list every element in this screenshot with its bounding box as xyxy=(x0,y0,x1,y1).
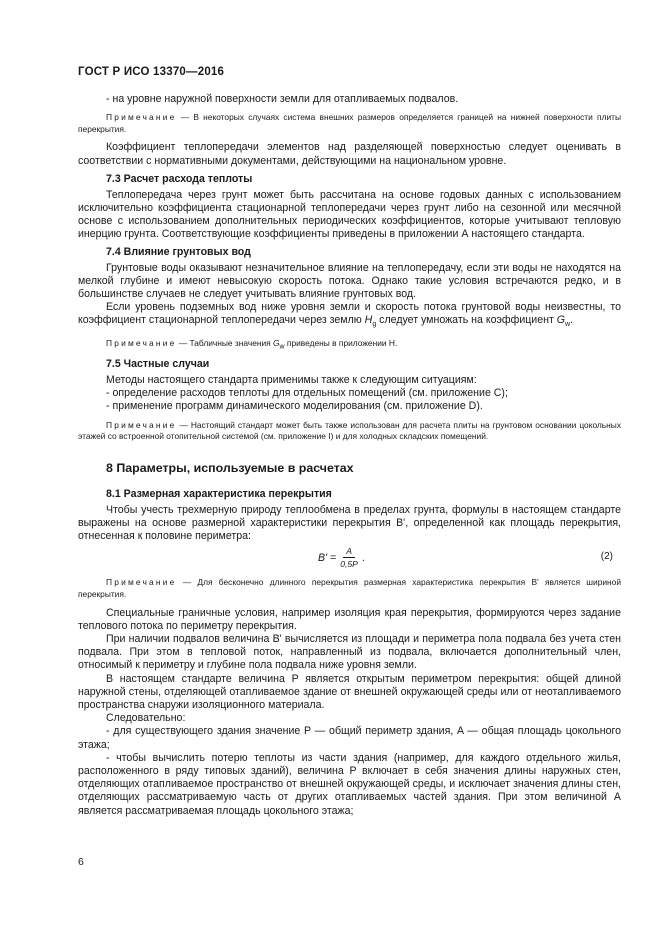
text-run: . xyxy=(570,314,574,327)
note-text: приведены в приложении Н. xyxy=(284,337,398,348)
heading-section-8: 8 Параметры, используемые в расчетах xyxy=(106,460,354,475)
note-label: Примечание xyxy=(106,577,177,588)
note-text: — В некоторых случаях система внешних размеров определяется границей на нижней поверхности плиты перекрытия. xyxy=(78,112,621,134)
page-number: 6 xyxy=(78,856,84,868)
note-label: Примечание xyxy=(106,112,177,123)
heading-8-1: 8.1 Размерная характеристика перекрытия xyxy=(106,487,332,500)
paragraph-basement-level: - на уровне наружной поверхности земли для отапливаемых подвалов. xyxy=(106,93,459,105)
formula-period: . xyxy=(361,551,365,564)
subscript-w: w xyxy=(279,343,285,351)
paragraph-heat-transfer-coefficient: Коэффициент теплопередачи элементов над разделяющей поверхностью следует оценивать в соответствии с нормативными документами, действующими на национальном уровне. xyxy=(78,141,621,167)
formula-lhs: B' = xyxy=(318,551,337,564)
subscript-g: g xyxy=(372,321,377,329)
note-text: — Для бесконечно длинного перекрытия размерная характеристика перекрытия B' является шириной перекрытия. xyxy=(78,577,621,599)
note-label: Примечание xyxy=(106,419,177,430)
note-infinite-floor xyxy=(78,577,621,600)
list-item-dynamic-modeling: - применение программ динамического моделирования (см. приложение D). xyxy=(106,400,483,413)
note-text: — Настоящий стандарт может быть также использован для расчета плиты на грунтовом основании цокольных этажей со встроенной отопительной системой (см. приложение I) и для холодных складских помещений. xyxy=(78,419,622,442)
formula-number: (2) xyxy=(600,551,613,563)
formula-denominator: 0,5P xyxy=(340,559,358,570)
list-item-rooms: - определение расходов теплоты для отдельных помещений (см. приложение С); xyxy=(106,387,508,400)
paragraph-exposed-perimeter: В настоящем стандарте величина P является открытым периметром перекрытия: общей длиной наружной стены, отделяющей отапливаемое здание от внешней окружающей среды или от неотапливаемого пространства снаружи изоляционного материала. xyxy=(78,672,621,712)
note-floor-heating xyxy=(78,420,621,443)
note-label: Примечание xyxy=(106,337,177,348)
heading-7-3: 7.3 Расчет расхода теплоты xyxy=(106,172,253,185)
formula-body xyxy=(318,546,365,569)
text-run: следует умножать на коэффициент xyxy=(376,314,557,327)
list-item-existing-building: - для существующего здания значение P — общий периметр здания, A — общая площадь цокольного этажа; xyxy=(78,725,621,751)
list-item-building-part: - чтобы вычислить потерю теплоты из части здания (например, для каждого отдельного жилья, расположенного в ряду типовых зданий), величина P включает в себя значения длины наружных стен, отделяющих отапливаемое пространство от внешней окружающей среды, и исключает значения длины стен, отделяющих рассматриваемую часть от других отапливаемых частей здания. При этом величиной A является рассматриваемая площадь цокольного этажа; xyxy=(78,751,621,817)
paragraph-basements: При наличии подвалов величина B' вычисляется из площади и периметра пола подвала без учета стен подвала. При этом в тепловой поток, направленный из подвала, включается дополнительный член, относимый к периметру и глубине пола подвала ниже уровня земли. xyxy=(78,633,621,672)
formula-fraction xyxy=(340,546,358,569)
note-dimension-system xyxy=(78,112,621,135)
symbol-h: H xyxy=(364,314,373,327)
paragraph-special-cases: Методы настоящего стандарта применимы также к следующим ситуациям: xyxy=(106,374,477,386)
paragraph-groundwater-influence: Грунтовые воды оказывают незначительное влияние на теплопередачу, если эти воды не находятся на мелкой глубине и имеют невысокую скорость потока. Однако такие условия встречаются редко, и в большинстве случаев не следует учитывать влияние грунтовых вод. xyxy=(78,261,621,301)
paragraph-boundary-conditions: Специальные граничные условия, например изоляция края перекрытия, формируются через задание теплового потока по периметру перекрытия. xyxy=(78,606,621,632)
paragraph-groundwater-factor xyxy=(78,301,621,332)
page-content xyxy=(78,93,621,818)
document-header: ГОСТ Р ИСО 13370—2016 xyxy=(78,66,225,78)
subscript-w: w xyxy=(565,321,571,329)
note-tabular-values xyxy=(78,338,621,353)
formula-numerator: A xyxy=(343,546,355,558)
note-text: — Табличные значения xyxy=(178,337,274,348)
symbol-g: G xyxy=(556,314,566,327)
heading-7-5: 7.5 Частные случаи xyxy=(106,358,210,370)
symbol-g: G xyxy=(273,337,280,348)
formula-2 xyxy=(78,543,621,571)
heading-7-4: 7.4 Влияние грунтовых вод xyxy=(106,245,251,258)
paragraph-characteristic-dimension: Чтобы учесть трехмерную природу теплообмена в пределах грунта, формулы в настоящем стандарте выражены на основе размерной характеристики перекрытия B', определенной как площадь перекрытия, отнесенная к половине периметра: xyxy=(78,503,621,543)
paragraph-heat-calculation: Теплопередача через грунт может быть рассчитана на основе годовых данных с использованием исключительно коэффициента стационарной теплопередачи через грунт либо на сезонной или месячной основе с использованием дополнительных периодических коэффициентов, которые учитывают тепловую инерцию грунта. Соответствующие коэффициенты приведены в приложении А настоящего стандарта. xyxy=(78,188,621,241)
text-run: Если уровень подземных вод ниже уровня земли и скорость потока грунтовой воды неизвестны, то коэффициент стационарной теплопередачи через землю xyxy=(78,301,621,327)
paragraph-therefore: Следовательно: xyxy=(106,712,186,725)
